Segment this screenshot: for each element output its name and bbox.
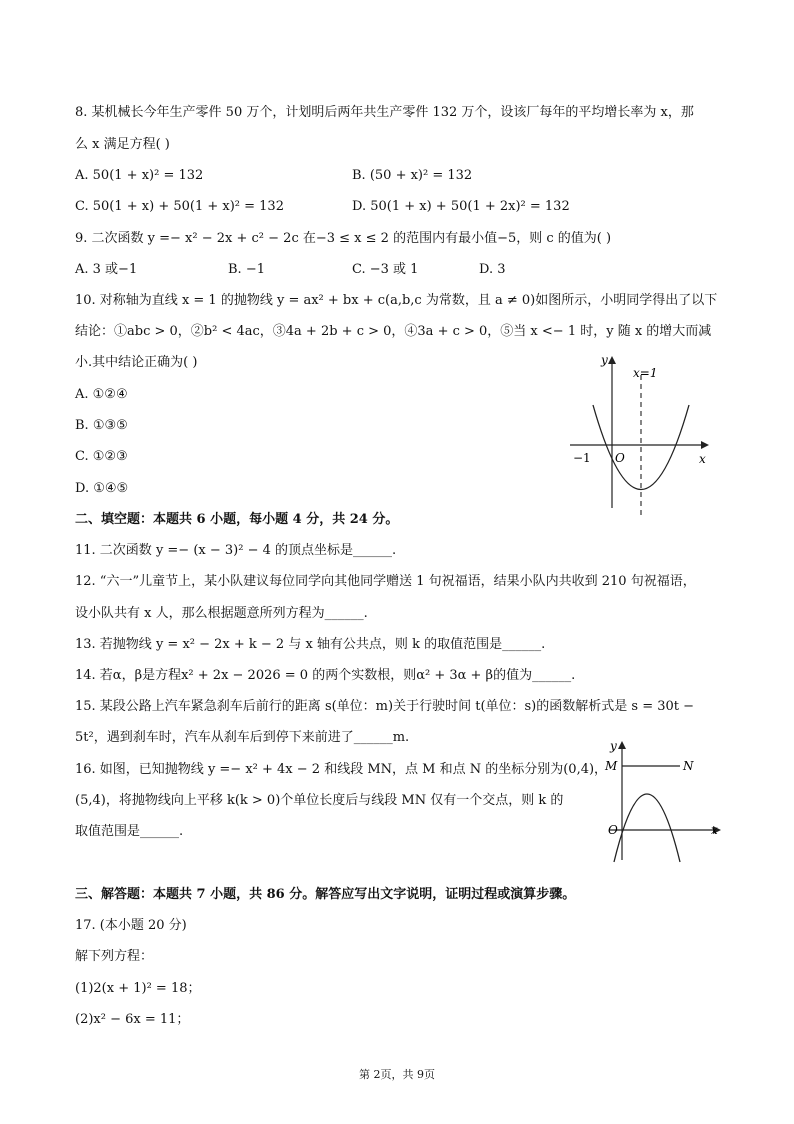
q16-line2: (5,4)，将抛物线向上平移 k(k > 0)个单位长度后与线段 MN 仅有一个交点，则 k 的 <box>75 793 564 808</box>
q12-line2: 设小队共有 x 人，那么根据题意所列方程为______. <box>75 606 368 621</box>
q16-n-label: N <box>683 759 694 773</box>
q10-symmetry-label: x=1 <box>633 366 658 380</box>
q17-line3: (1)2(x + 1)² = 18； <box>75 981 201 996</box>
q8-option-a: A. 50(1 + x)² = 132 <box>75 168 204 183</box>
section2-title: 二、填空题：本题共 6 小题，每小题 4 分，共 24 分。 <box>75 512 399 527</box>
q12-line1: 12. “六一”儿童节上，某小队建议每位同学向其他同学赠送 1 句祝福语，结果小队内共收到 210 句祝福语， <box>75 574 696 589</box>
q10-origin-label: O <box>615 451 625 465</box>
q16-line3: 取值范围是______. <box>75 824 184 839</box>
q17-line4: (2)x² − 6x = 11； <box>75 1012 190 1027</box>
q16-line1: 16. 如图，已知抛物线 y =− x² + 4x − 2 和线段 MN，点 M 和点 N 的坐标分别为(0,4)， <box>75 762 608 777</box>
q16-y-label: y <box>610 739 617 753</box>
q10-x-label: x <box>699 452 706 466</box>
q9-option-c: C. −3 或 1 <box>352 262 419 277</box>
q8-line1: 8. 某机械长今年生产零件 50 万个，计划明后两年共生产零件 132 万个，设该厂每年的平均增长率为 x，那 <box>75 105 694 120</box>
q17-line2: 解下列方程： <box>75 949 154 964</box>
section3-title: 三、解答题：本题共 7 小题，共 86 分。解答应写出文字说明，证明过程或演算步骤。 <box>75 887 576 902</box>
q16-y-arrow <box>618 741 626 749</box>
q9-option-a: A. 3 或−1 <box>75 262 138 277</box>
q16-origin-label: O <box>608 823 618 837</box>
q16-m-label: M <box>605 759 618 773</box>
q8-option-d: D. 50(1 + x) + 50(1 + 2x)² = 132 <box>352 199 570 214</box>
q16-parabola-curve <box>614 794 680 862</box>
q10-line1: 10. 对称轴为直线 x = 1 的抛物线 y = ax² + bx + c(a,b,c 为常数，且 a ≠ 0)如图所示，小明同学得出了以下 <box>75 293 718 308</box>
q10-x-arrow <box>701 441 709 449</box>
q10-option-a: A. ①②④ <box>75 387 128 402</box>
q15-line1: 15. 某段公路上汽车紧急刹车后前行的距离 s(单位：m)关于行驶时间 t(单位：s)的函数解析式是 s = 30t − <box>75 699 695 714</box>
q17-line1: 17. (本小题 20 分) <box>75 918 187 933</box>
q13-line1: 13. 若抛物线 y = x² − 2x + k − 2 与 x 轴有公共点，则 k 的取值范围是______. <box>75 637 546 652</box>
q10-line3: 小.其中结论正确为( ) <box>75 355 198 370</box>
page-footer: 第 2页，共 9页 <box>359 1068 435 1081</box>
q9-option-d: D. 3 <box>479 262 506 277</box>
q8-option-c: C. 50(1 + x) + 50(1 + x)² = 132 <box>75 199 284 214</box>
q10-neg-one-label: −1 <box>573 451 591 465</box>
q16-parabola-figure <box>595 735 725 865</box>
q11-line1: 11. 二次函数 y =− (x − 3)² − 4 的顶点坐标是______. <box>75 543 397 558</box>
q10-y-arrow <box>608 356 616 364</box>
q8-option-b: B. (50 + x)² = 132 <box>352 168 473 183</box>
q10-option-c: C. ①②③ <box>75 449 128 464</box>
q15-line2: 5t²，遇到刹车时，汽车从刹车后到停下来前进了______m. <box>75 730 410 745</box>
q9-line1: 9. 二次函数 y =− x² − 2x + c² − 2c 在−3 ≤ x ≤ 2 的范围内有最小值−5，则 c 的值为( ) <box>75 231 612 246</box>
q10-line2: 结论：①abc > 0，②b² < 4ac，③4a + 2b + c > 0，④3a + c > 0，⑤当 x <− 1 时，y 随 x 的增大而减 <box>75 324 712 339</box>
q10-y-label: y <box>601 353 608 367</box>
q14-line1: 14. 若α，β是方程x² + 2x − 2026 = 0 的两个实数根，则α² + 3α + β的值为______. <box>75 668 576 683</box>
q16-x-label: x <box>711 823 718 837</box>
q8-line2: 么 x 满足方程( ) <box>75 137 170 152</box>
q9-option-b: B. −1 <box>228 262 265 277</box>
q10-option-b: B. ①③⑤ <box>75 418 128 433</box>
q10-option-d: D. ①④⑤ <box>75 481 129 496</box>
q10-parabola-figure <box>565 350 715 520</box>
